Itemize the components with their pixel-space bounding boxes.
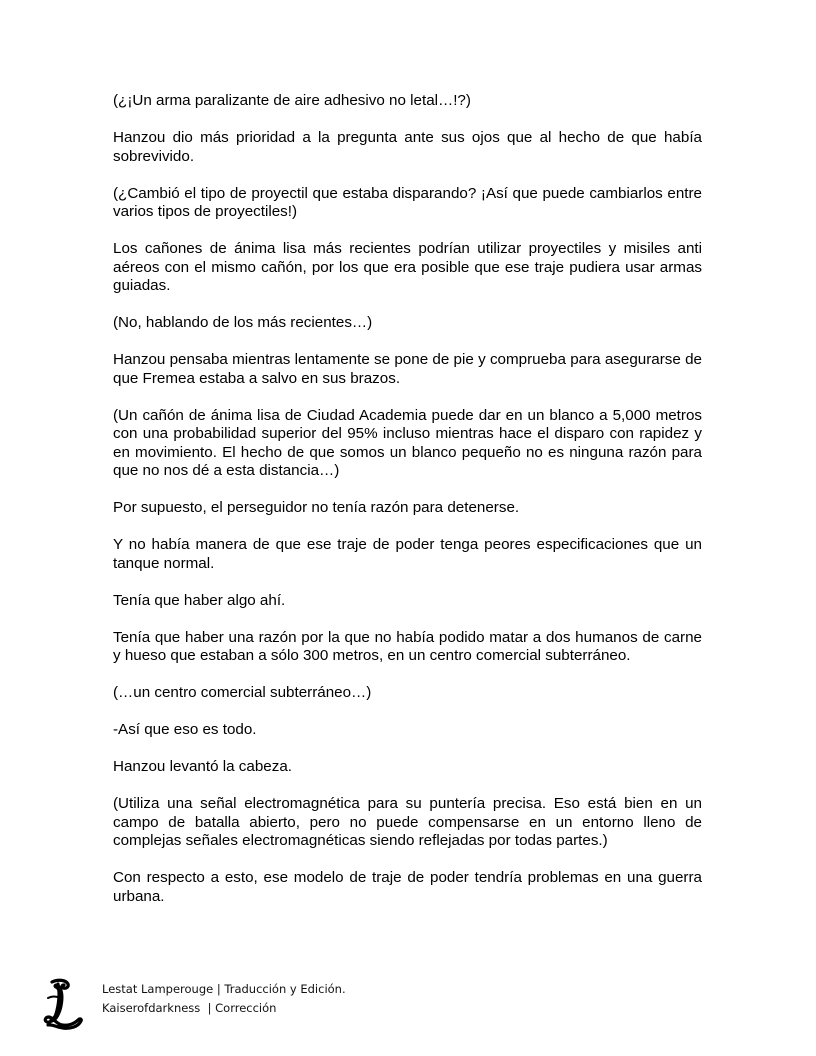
credit-line-correction: Kaiserofdarkness | Corrección [102,1001,277,1015]
paragraph: Hanzou dio más prioridad a la pregunta ante sus ojos que al hecho de que había sobrevivido. [113,129,702,165]
paragraph: (¿¡Un arma paralizante de aire adhesivo no letal…!?) [113,92,471,109]
credits [102,980,346,1018]
paragraph: Tenía que haber una razón por la que no había podido matar a dos humanos de carne y hueso que estaban a sólo 300 metros, en un centro comercial subterráneo. [113,628,702,664]
paragraph: -Así que eso es todo. [113,721,257,738]
paragraph: (…un centro comercial subterráneo…) [113,684,372,701]
paragraph: Hanzou levantó la cabeza. [113,758,292,775]
paragraph: (Un cañón de ánima lisa de Ciudad Academia puede dar en un blanco a 5,000 metros con una probabilidad superior del 95% incluso mientras hace el disparo con rapidez y en movimiento. El hecho de que somos un blanco pequeño no es ninguna razón para que no nos dé a esta distancia…) [113,406,702,479]
credit-line-translation: Lestat Lamperouge | Traducción y Edición. [102,982,346,996]
paragraph: (Utiliza una señal electromagnética para su puntería precisa. Eso está bien en un campo de batalla abierto, pero no puede compensarse en un entorno lleno de complejas señales electromagnéticas siendo reflejadas por todas partes.) [113,795,702,849]
paragraph: Con respecto a esto, ese modelo de traje de poder tendría problemas en una guerra urbana. [113,869,702,905]
paragraph: Tenía que haber algo ahí. [113,591,286,609]
paragraph: Y no había manera de que ese traje de poder tenga peores especificaciones que un tanque normal. [113,536,702,572]
document-body [113,92,702,925]
gothic-l-logo-icon [42,978,86,1030]
paragraph: Por supuesto, el perseguidor no tenía razón para detenerse. [113,499,520,516]
paragraph: Los cañones de ánima lisa más recientes podrían utilizar proyectiles y misiles anti aéreos con el mismo cañón, por los que era posible que ese traje pudiera usar armas guiadas. [113,240,702,294]
paragraph: Hanzou pensaba mientras lentamente se pone de pie y comprueba para asegurarse de que Fremea estaba a salvo en sus brazos. [113,351,702,387]
paragraph: (No, hablando de los más recientes…) [113,314,373,331]
paragraph: (¿Cambió el tipo de proyectil que estaba disparando? ¡Así que puede cambiarlos entre varios tipos de proyectiles!) [113,184,702,220]
page-footer [42,978,442,1034]
